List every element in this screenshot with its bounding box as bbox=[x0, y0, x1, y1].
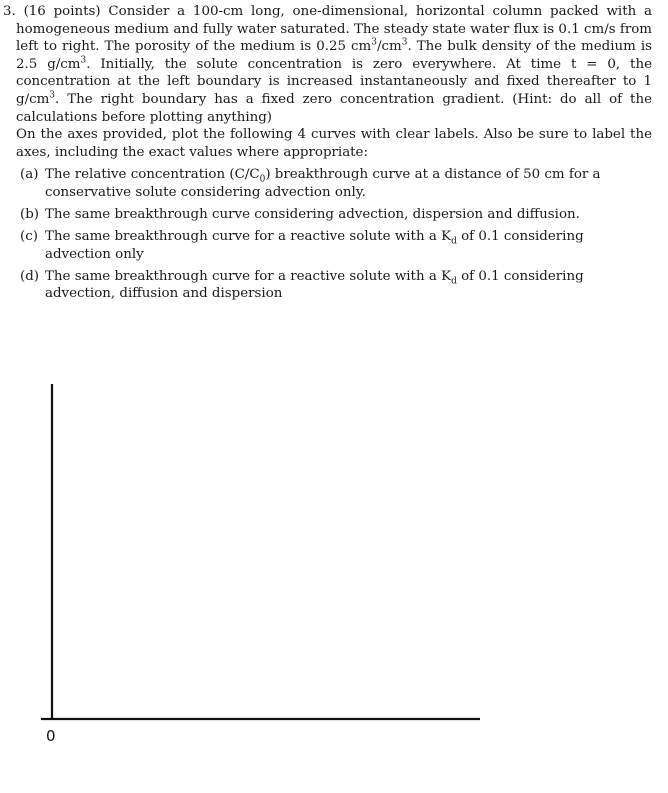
intro-unit: /cm bbox=[376, 39, 402, 55]
subscript: d bbox=[451, 276, 457, 287]
item-letter: (b) bbox=[20, 207, 40, 223]
subscript: 0 bbox=[259, 175, 266, 186]
instructions: On the axes provided, plot the following 4 curves with clear labels. Also be sure to label the axes, including the exact values where appropriate: bbox=[16, 127, 652, 160]
origin-label: 0 bbox=[46, 727, 56, 745]
item-text: of 0.1 considering advection only bbox=[45, 229, 584, 262]
intro-text-2: . The bulk density of the medium is 2.5 g/cm bbox=[16, 39, 652, 72]
item-letter: (d) bbox=[20, 268, 40, 284]
problem-number: 3. bbox=[3, 4, 16, 19]
item-text: ) breakthrough curve at a distance of 50 cm for a conservative solute considering advection only. bbox=[45, 167, 601, 200]
item-text: The same breakthrough curve for a reactive solute with a K bbox=[45, 268, 452, 284]
item-text: The relative concentration (C/C bbox=[45, 167, 260, 183]
superscript: 3 bbox=[401, 37, 408, 48]
subscript: d bbox=[451, 236, 457, 247]
intro-text-4: . The right boundary has a fixed zero concentration gradient. (Hint: do all of the calculations before plotting anything) bbox=[16, 91, 652, 125]
superscript: 3 bbox=[371, 37, 377, 48]
intro-text-3: . Initially, the solute concentration is zero everywhere. At time t = 0, the concentration at the left boundary is increased instantaneously and fixed thereafter to 1 g/cm bbox=[16, 56, 652, 107]
problem-points: (16 points) bbox=[23, 4, 101, 19]
item-letter: (a) bbox=[20, 167, 39, 183]
item-text: The same breakthrough curve considering advection, dispersion and diffusion. bbox=[45, 207, 580, 223]
superscript: 3 bbox=[80, 55, 87, 66]
superscript: 3 bbox=[49, 90, 56, 101]
item-letter: (c) bbox=[20, 229, 38, 245]
item-text: The same breakthrough curve for a reactive solute with a K bbox=[45, 229, 452, 245]
intro-text: Consider a 100-cm long, one-dimensional, horizontal column packed with a homogeneous medium and fully water saturated. The steady state water flux is 0.1 cm/s from left to right. The porosity of the medium is 0.25 cm bbox=[16, 4, 652, 55]
item-text: of 0.1 considering advection, diffusion and dispersion bbox=[45, 268, 584, 302]
